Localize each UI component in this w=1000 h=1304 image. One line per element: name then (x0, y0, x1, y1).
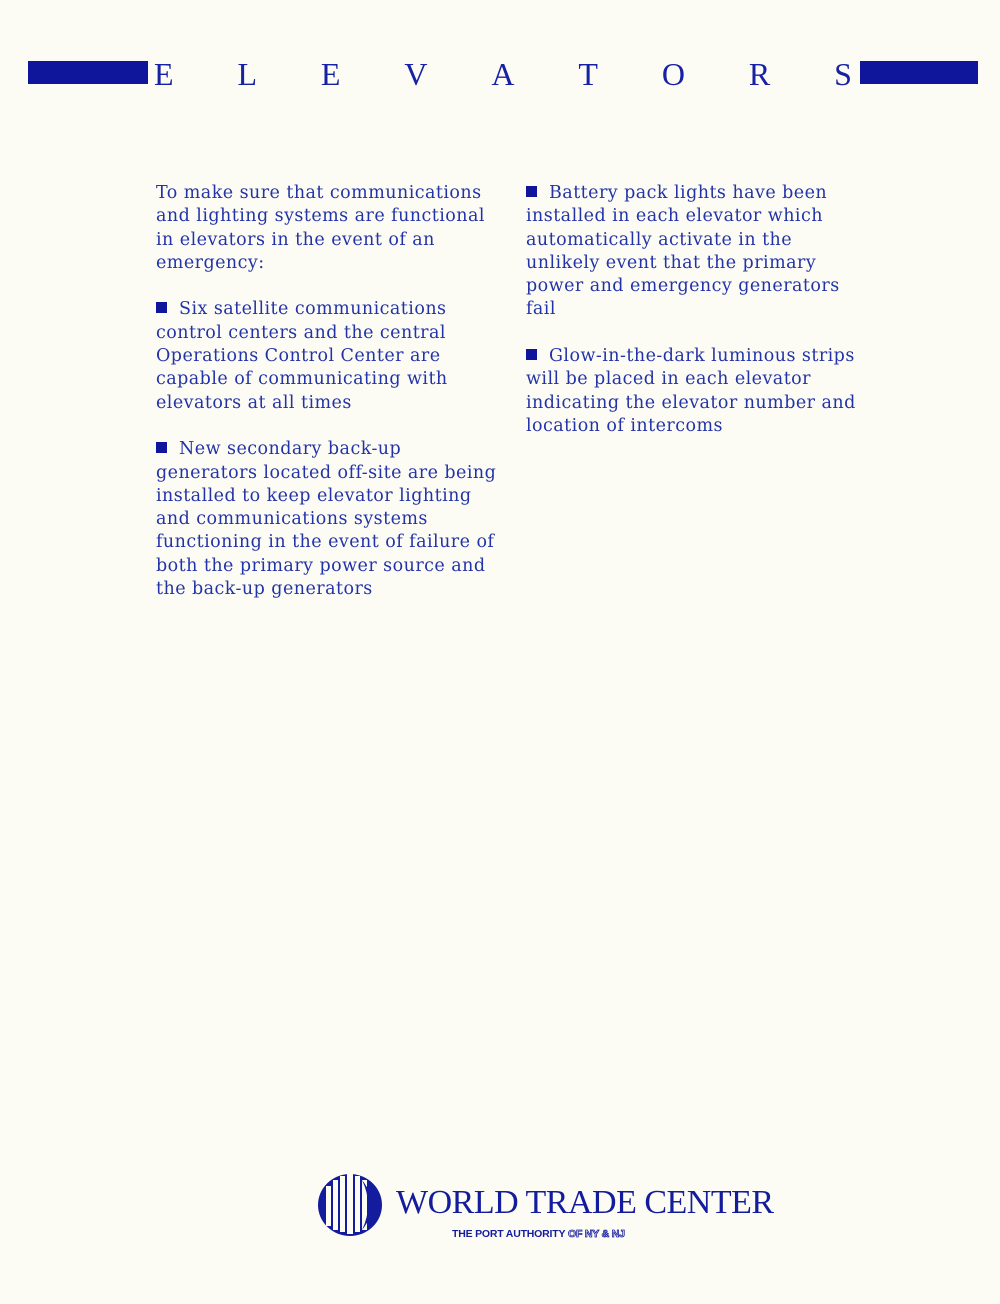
logo-subtitle (452, 1228, 625, 1240)
square-bullet-icon (156, 442, 167, 453)
logo-subtitle-bold: THE PORT AUTHORITY (452, 1228, 566, 1240)
title-letter: O (661, 56, 685, 92)
title-letter: S (834, 56, 852, 92)
title-letter: E (154, 56, 174, 92)
title-letter: V (404, 56, 428, 92)
bullet-paragraph (156, 438, 506, 601)
section-title (154, 58, 852, 90)
bullet-text: Six satellite communications control centers and the central Operations Control Center are capable of communicating with elevators at all times (156, 299, 448, 413)
text-column-left (156, 182, 506, 625)
bullet-text: Battery pack lights have been installed in each elevator which automatically activate in the unlikely event that the primary power and emergency generators fail (526, 183, 840, 320)
square-bullet-icon (526, 349, 537, 360)
title-letter: R (748, 56, 771, 92)
header-bar-left (28, 61, 148, 84)
header-bar-right (860, 61, 978, 84)
bullet-paragraph (526, 345, 866, 438)
bullet-text: Glow-in-the-dark luminous strips will be placed in each elevator indicating the elevator number and location of intercoms (526, 346, 856, 436)
logo-name: WORLD TRADE CENTER (396, 1184, 774, 1221)
world-trade-center-logo-icon (316, 1172, 384, 1238)
square-bullet-icon (156, 302, 167, 313)
square-bullet-icon (526, 186, 537, 197)
title-letter: T (578, 56, 598, 92)
bullet-paragraph (526, 182, 866, 322)
logo-subtitle-outline: OF NY & NJ (567, 1228, 625, 1240)
bullet-text: New secondary back-up generators located off-site are being installed to keep elevator lighting and communications systems functioning in the event of failure of both the primary power source and the back-up generators (156, 439, 497, 600)
title-letter: E (320, 56, 341, 92)
title-letter: A (491, 56, 515, 92)
bullet-paragraph (156, 298, 506, 414)
title-letter: L (237, 56, 257, 92)
intro-paragraph: To make sure that communications and lighting systems are functional in elevators in the event of an emergency: (156, 183, 485, 273)
page-header (28, 58, 978, 94)
text-column-right (526, 182, 866, 462)
footer-logo (316, 1172, 774, 1252)
